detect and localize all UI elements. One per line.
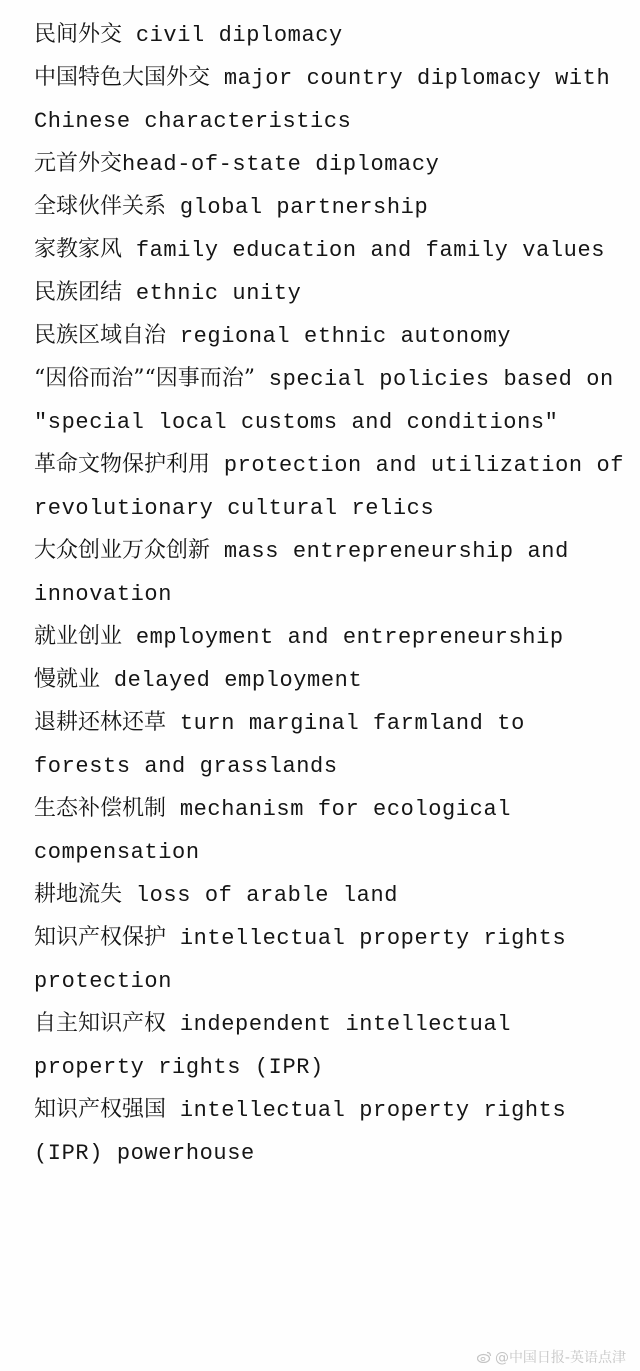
term-english: head-of-state diplomacy xyxy=(122,152,440,177)
term-english: delayed employment xyxy=(100,668,363,693)
glossary-entry xyxy=(34,444,630,530)
term-chinese: 革命文物保护利用 xyxy=(34,452,211,477)
glossary-entry xyxy=(34,57,630,143)
glossary-entry xyxy=(34,917,630,1003)
glossary-entry xyxy=(34,358,630,444)
glossary-entry xyxy=(34,143,630,186)
term-chinese: 知识产权强国 xyxy=(34,1097,167,1122)
term-english: regional ethnic autonomy xyxy=(166,324,512,349)
glossary-list xyxy=(34,14,630,1175)
term-chinese: 中国特色大国外交 xyxy=(34,65,211,90)
term-chinese: 生态补偿机制 xyxy=(34,796,167,821)
term-chinese: 民族区域自治 xyxy=(34,323,167,348)
term-english: global partnership xyxy=(166,195,429,220)
term-chinese: 知识产权保护 xyxy=(34,925,167,950)
weibo-icon xyxy=(477,1351,492,1363)
glossary-entry xyxy=(34,1003,630,1089)
term-english: major country diplomacy with Chinese characteristics xyxy=(34,66,611,134)
term-english: family education and family values xyxy=(122,238,606,263)
glossary-entry xyxy=(34,659,630,702)
glossary-entry xyxy=(34,272,630,315)
term-chinese: 自主知识产权 xyxy=(34,1011,167,1036)
term-english: ethnic unity xyxy=(122,281,302,306)
glossary-entry xyxy=(34,14,630,57)
watermark xyxy=(477,1347,626,1367)
glossary-entry xyxy=(34,315,630,358)
term-english: turn marginal farmland to forests and grasslands xyxy=(34,711,525,779)
term-chinese: 全球伙伴关系 xyxy=(34,194,167,219)
glossary-entry xyxy=(34,1089,630,1175)
term-english: special policies based on "special local customs and conditions" xyxy=(34,367,614,435)
glossary-entry xyxy=(34,229,630,272)
term-english: intellectual property rights (IPR) powerhouse xyxy=(34,1098,567,1166)
term-chinese: 耕地流失 xyxy=(34,882,123,907)
term-chinese: 就业创业 xyxy=(34,624,123,649)
term-english: protection and utilization of revolutionary cultural relics xyxy=(34,453,625,521)
glossary-entry xyxy=(34,186,630,229)
glossary-entry xyxy=(34,702,630,788)
glossary-entry xyxy=(34,616,630,659)
term-english: civil diplomacy xyxy=(122,23,343,48)
term-english: independent intellectual property rights (IPR) xyxy=(34,1012,512,1080)
term-chinese: 退耕还林还草 xyxy=(34,710,167,735)
term-chinese: 家教家风 xyxy=(34,237,123,262)
watermark-text: @中国日报-英语点津 xyxy=(494,1350,626,1366)
term-english: employment and entrepreneurship xyxy=(122,625,564,650)
term-chinese: 民间外交 xyxy=(34,22,123,47)
term-chinese: “因俗而治”“因事而治” xyxy=(34,366,255,391)
term-english: mass entrepreneurship and innovation xyxy=(34,539,569,607)
term-chinese: 元首外交 xyxy=(34,151,123,176)
term-chinese: 大众创业万众创新 xyxy=(34,538,211,563)
glossary-entry xyxy=(34,874,630,917)
term-english: intellectual property rights protection xyxy=(34,926,567,994)
glossary-entry xyxy=(34,788,630,874)
term-english: mechanism for ecological compensation xyxy=(34,797,512,865)
term-chinese: 民族团结 xyxy=(34,280,123,305)
glossary-entry xyxy=(34,530,630,616)
term-chinese: 慢就业 xyxy=(34,667,101,692)
term-english: loss of arable land xyxy=(122,883,399,908)
